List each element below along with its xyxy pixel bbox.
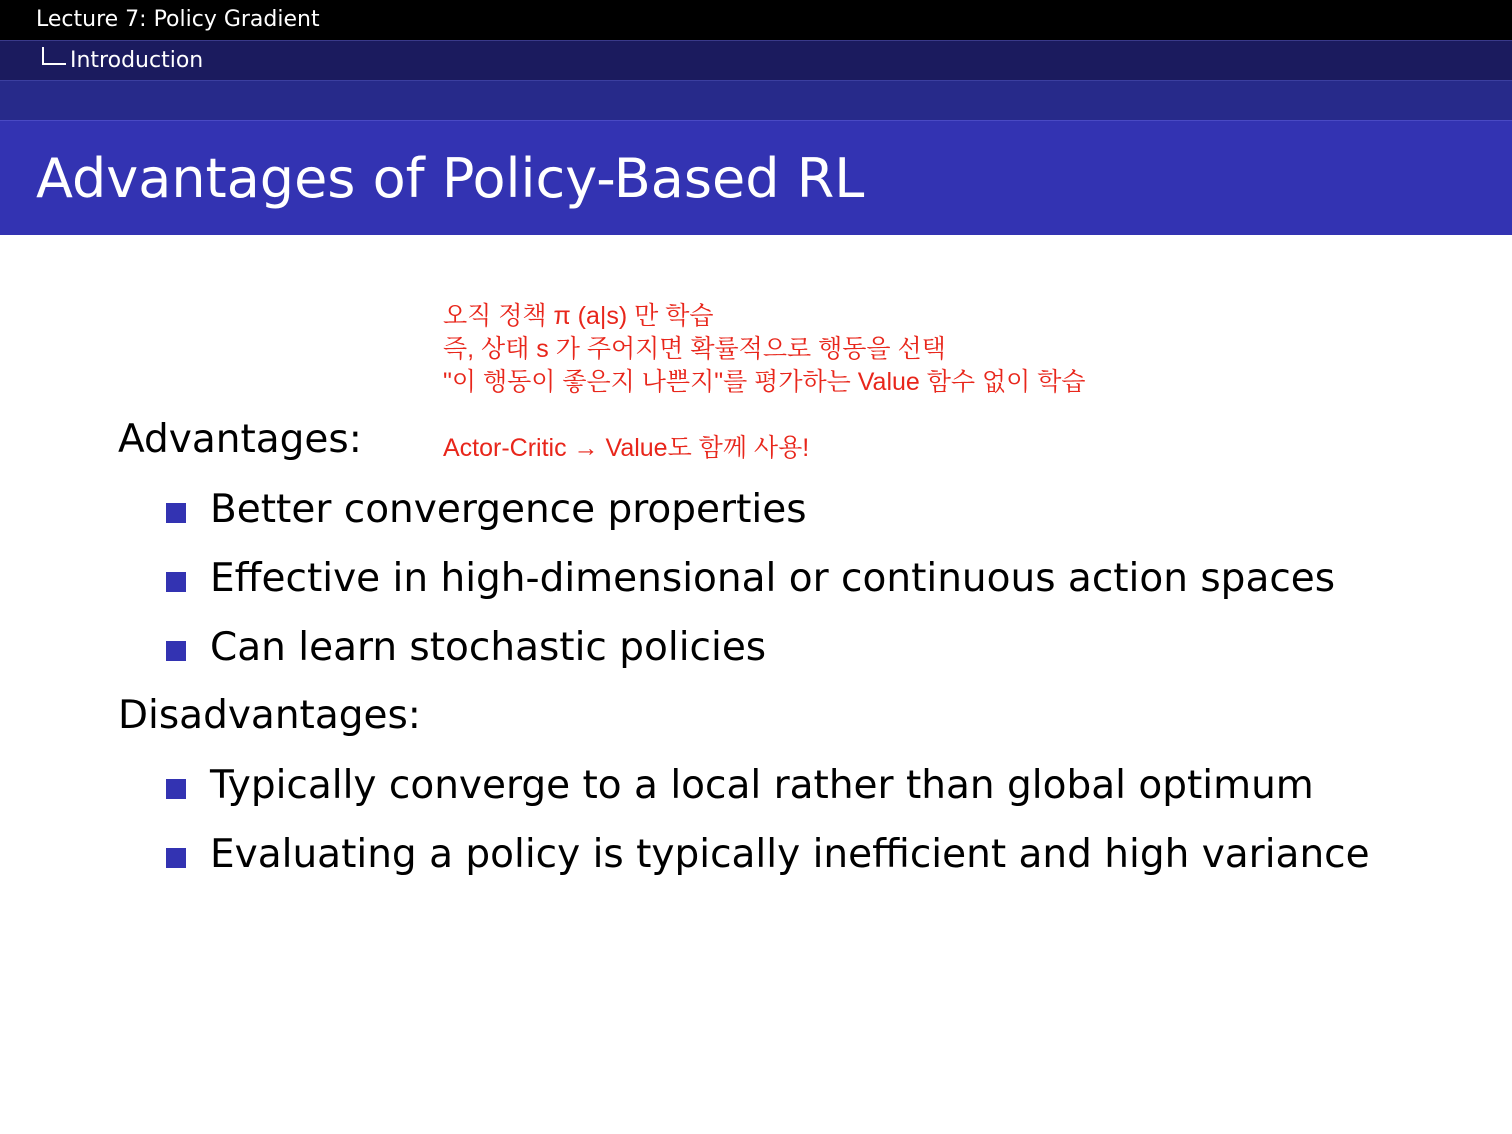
lecture-title: Lecture 7: Policy Gradient xyxy=(36,7,320,32)
section-title: Introduction xyxy=(70,48,204,73)
annotation-line-3: "이 행동이 좋은지 나쁜지"를 평가하는 Value 함수 없이 학습 xyxy=(443,368,1086,396)
bullet-icon xyxy=(166,572,186,592)
lecture-header xyxy=(0,0,1512,40)
annotation-line-2: 즉, 상태 s 가 주어지면 확률적으로 행동을 선택 xyxy=(443,335,946,363)
bullet-icon xyxy=(166,848,186,868)
slide-title: Advantages of Policy-Based RL xyxy=(36,147,865,210)
section-header xyxy=(0,40,1512,80)
disadvantages-heading: Disadvantages: xyxy=(118,693,421,738)
subsection-bar xyxy=(0,80,1512,120)
annotation-line-4: Actor-Critic → Value도 함께 사용! xyxy=(443,434,810,462)
bullet-icon xyxy=(166,641,186,661)
advantages-heading: Advantages: xyxy=(118,417,362,462)
advantage-item-2: Effective in high-dimensional or continuous action spaces xyxy=(210,556,1336,601)
tree-corner-icon xyxy=(42,47,66,65)
bullet-icon xyxy=(166,779,186,799)
slide-title-bar xyxy=(0,120,1512,235)
bullet-icon xyxy=(166,503,186,523)
disadvantage-item-2: Evaluating a policy is typically inefficient and high variance xyxy=(210,832,1370,877)
disadvantage-item-1: Typically converge to a local rather than global optimum xyxy=(210,763,1314,808)
advantage-item-1: Better convergence properties xyxy=(210,487,807,532)
annotation-line-1: 오직 정책 π (a|s) 만 학습 xyxy=(443,302,714,330)
advantage-item-3: Can learn stochastic policies xyxy=(210,625,767,670)
